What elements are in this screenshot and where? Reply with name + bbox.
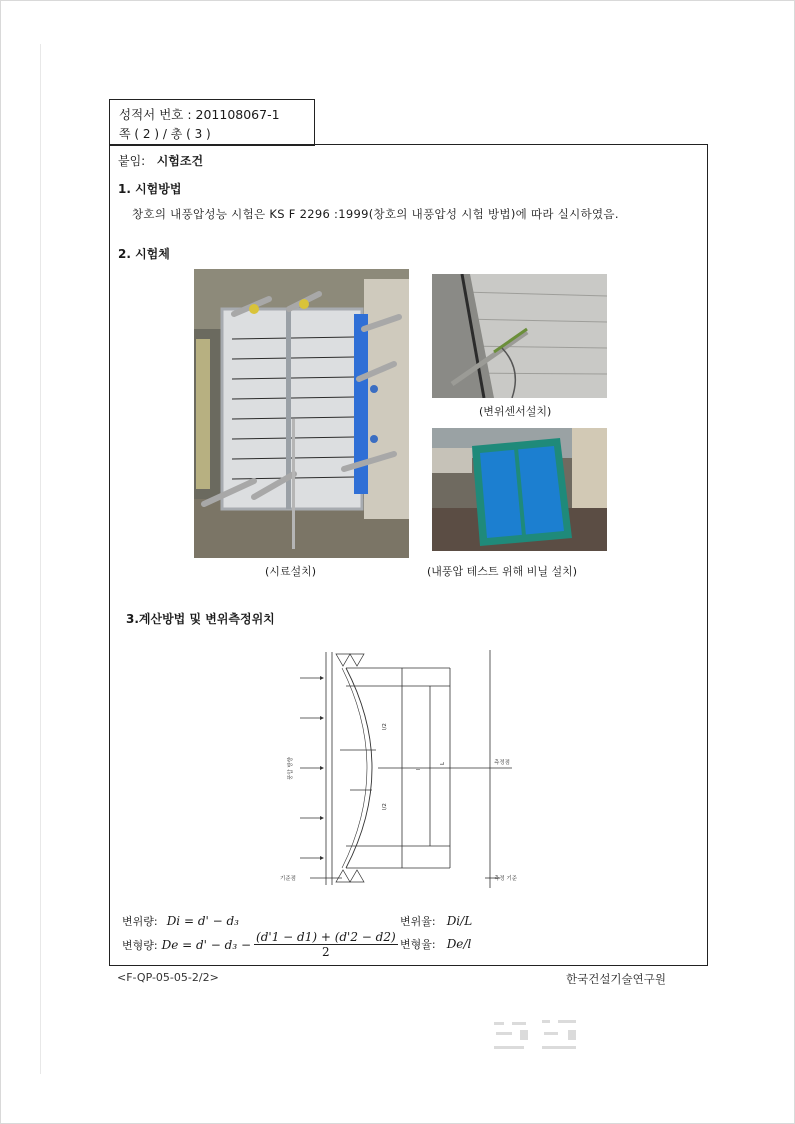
institute-name: 한국건설기술연구원 xyxy=(566,972,666,986)
photo-sample-installation xyxy=(194,269,409,558)
displacement-diagram xyxy=(280,640,530,895)
scan-edge xyxy=(40,44,41,1074)
page-info: 쪽 ( 2 ) / 총 ( 3 ) xyxy=(119,127,211,141)
label-length-l: l xyxy=(416,768,422,770)
section-2-heading: 2. 시험체 xyxy=(118,247,170,261)
photo-sensor-installation xyxy=(432,274,607,398)
deformation-denominator: 2 xyxy=(322,945,330,959)
sensor-photo-art xyxy=(432,274,607,398)
label-half-lower: l/2 xyxy=(382,803,388,810)
deformation-rate-expression: De/l xyxy=(446,937,472,951)
displacement-label: 변위량: xyxy=(122,915,158,928)
formula-deformation-rate xyxy=(400,933,471,952)
attachment-title: 시험조건 xyxy=(156,154,204,168)
label-measurement-reference: 측정 기준 xyxy=(494,876,518,882)
form-code: <F-QP-05-05-2/2> xyxy=(117,971,219,984)
deformation-numerator: (d'1 − d1) + (d'2 − d2) xyxy=(256,930,396,944)
displacement-expression: Di = d' − d₃ xyxy=(166,914,239,928)
photo-vinyl-installation xyxy=(432,428,607,551)
caption-sample: (시료설치) xyxy=(265,565,317,578)
label-reference-point: 기준점 xyxy=(280,876,296,882)
displacement-rate-expression: Di/L xyxy=(446,914,473,928)
label-length-L: L xyxy=(440,761,446,765)
report-header xyxy=(109,99,315,146)
label-measurement-point: 측정점 xyxy=(494,760,510,766)
section-3-heading: 3.계산방법 및 변위측정위치 xyxy=(126,612,275,626)
deformation-fraction xyxy=(254,930,398,959)
main-content xyxy=(109,144,708,966)
attachment-label: 붙임: xyxy=(118,154,146,168)
deformation-label: 변형량: xyxy=(122,938,158,952)
displacement-rate-label: 변위율: xyxy=(400,915,436,928)
formula-displacement xyxy=(122,910,239,929)
attachment-line xyxy=(118,152,203,169)
label-half-upper: l/2 xyxy=(382,723,388,730)
formula-displacement-rate xyxy=(400,910,472,929)
sample-photo-art xyxy=(194,269,409,558)
label-wind-direction: 풍압 방향 xyxy=(288,756,294,780)
section-1-heading: 1. 시험방법 xyxy=(118,182,182,196)
caption-vinyl: (내풍압 테스트 위해 비닐 설치) xyxy=(427,565,578,578)
formula-deformation xyxy=(122,930,398,959)
caption-sensor: (변위센서설치) xyxy=(479,405,552,418)
faded-stamp xyxy=(492,1018,586,1056)
section-1-text: 창호의 내풍압성능 시험은 KS F 2296 :1999(창호의 내풍압성 시험 방법)에 따라 실시하였음. xyxy=(132,207,619,221)
vinyl-photo-art xyxy=(432,428,607,551)
deformation-expression: De = d' − d₃ − xyxy=(161,937,252,952)
deformation-rate-label: 변형율: xyxy=(400,938,436,951)
report-number: 성적서 번호 : 201108067-1 xyxy=(119,107,280,122)
